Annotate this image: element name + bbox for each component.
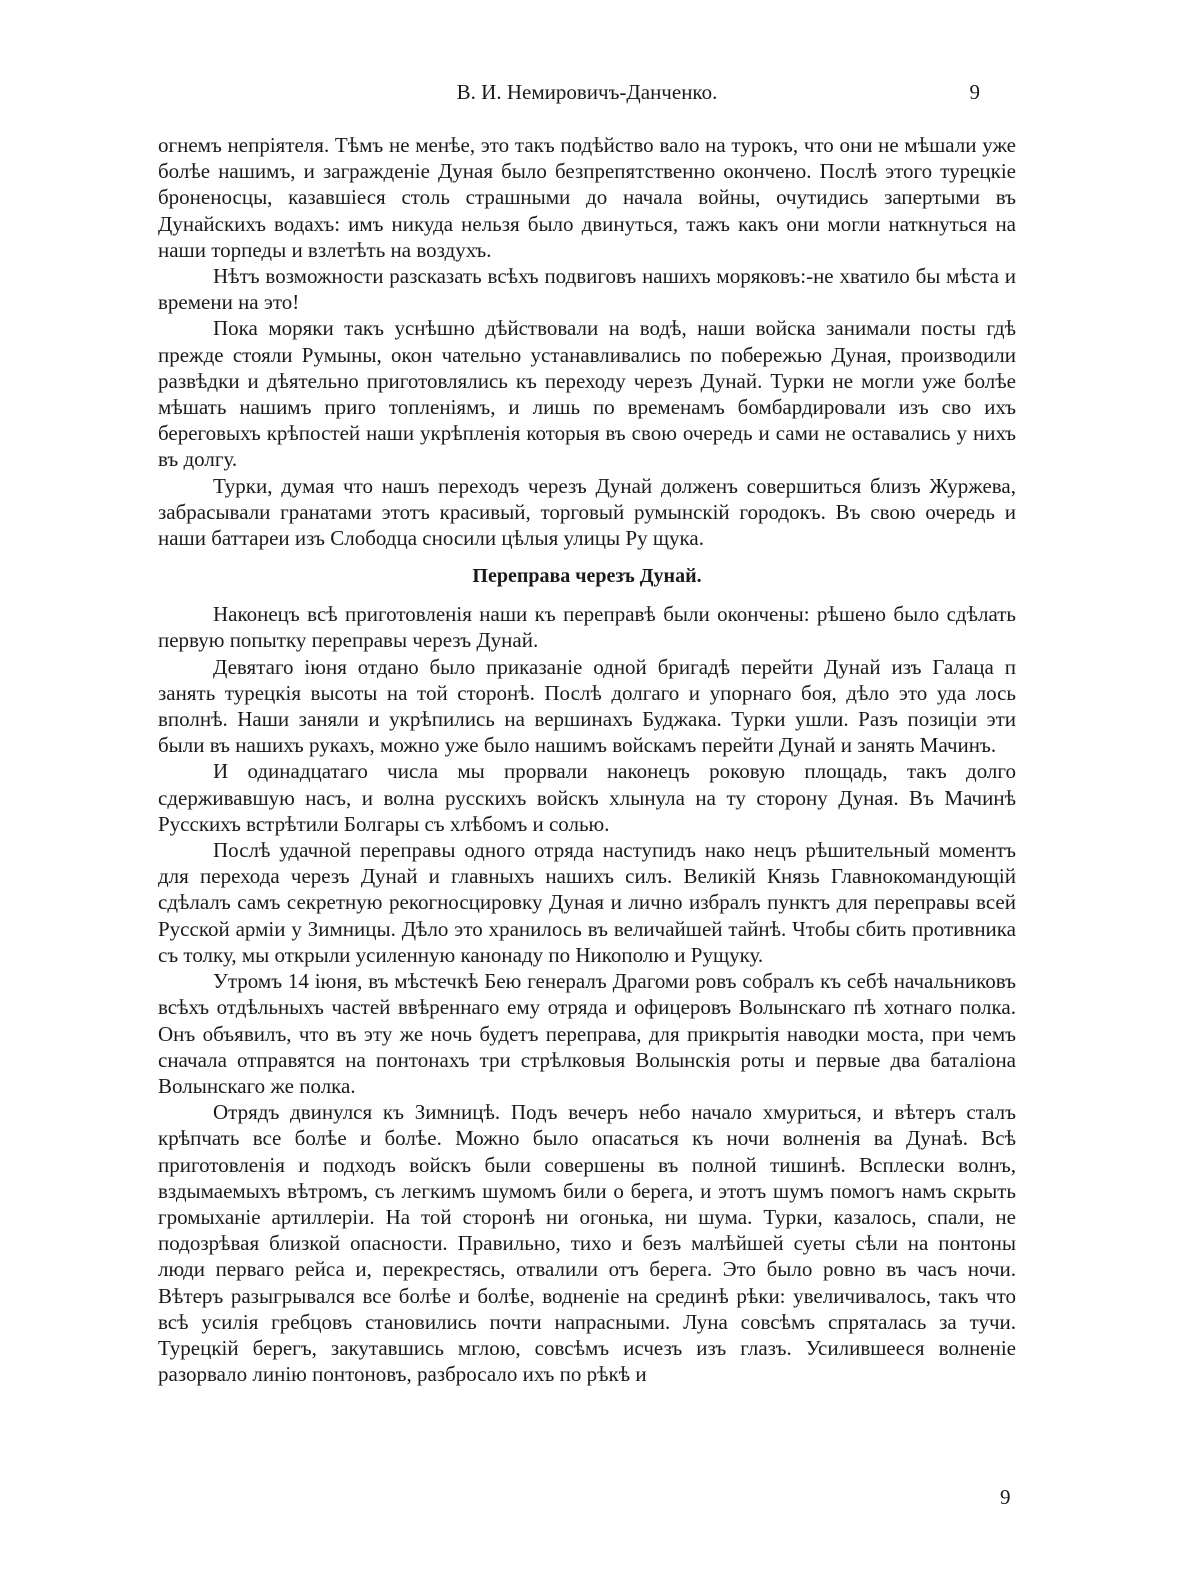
running-header	[158, 80, 1016, 110]
paragraph: Послѣ удачной переправы одного отряда наступидъ нако нецъ рѣшительный моментъ для перехода черезъ Дунай и главныхъ нашихъ силъ. Великій Князь Главнокомандующій сдѣлалъ самъ секретную рекогносцировку Дуная и лично избралъ пунктъ для переправы всей Русской арміи у Зимницы. Дѣло это хранилось въ величайшей тайнѣ. Чтобы сбить противника съ толку, мы открыли усиленную канонаду по Никополю и Рущуку.	[158, 838, 1016, 967]
paragraph: Турки, думая что нашъ переходъ черезъ Дунай долженъ совершиться близъ Журжева, забрасывали гранатами этотъ красивый, торговый румынскій городокъ. Въ свою очередь и наши баттареи изъ Слободца сносили цѣлыя улицы Ру щука.	[158, 473, 1016, 551]
body-text	[158, 132, 1016, 1387]
footer-page-number: 9	[1000, 1485, 1011, 1509]
section-heading: Переправа черезъ Дунай.	[472, 565, 702, 588]
paragraph: Пока моряки такъ уснѣшно дѣйствовали на водѣ, наши войска занимали посты гдѣ прежде стояли Румыны, окон чательно устанавливались по побережью Дуная, производили развѣдки и дѣятельно приготовлялись къ переходу черезъ Дунай. Турки не могли уже болѣе мѣшать нашимъ приго топленіямъ, и лишь по временамъ бомбардировали изъ сво ихъ береговыхъ крѣпостей наши укрѣпленія которыя въ свою очередь и сами не оставались у нихъ въ долгу.	[158, 316, 1016, 472]
paragraph: огнемъ непріятеля. Тѣмъ не менѣе, это такъ подѣйство вало на турокъ, что они не мѣшали уже болѣе нашимъ, и загражденіе Дуная было безпрепятственно окончено. Послѣ этого турецкіе броненосцы, казавшіеся столь страшными до начала войны, очутидись запертыми въ Дунайскихъ водахъ: имъ никуда нельзя было двинуться, тажъ какъ они могли наткнуться на наши торпеды и взлетѣть на воздухъ.	[158, 133, 1016, 262]
header-author: В. И. Немировичъ-Данченко.	[456, 80, 718, 104]
paragraph: Утромъ 14 іюня, въ мѣстечкѣ Бею генералъ Драгоми ровъ собралъ къ себѣ начальниковъ всѣхъ отдѣльныхъ частей ввѣреннаго ему отряда и офицеровъ Волынскаго пѣ хотнаго полка. Онъ объявилъ, что въ эту же ночь будетъ переправа, для прикрытія наводки моста, при чемъ сначала отправятся на понтонахъ три стрѣлковыя Волынскія роты и первые два баталіона Волынскаго же полка.	[158, 969, 1016, 1098]
header-page-number: 9	[969, 80, 980, 104]
paragraph: Отрядъ двинулся къ Зимницѣ. Подъ вечеръ небо начало хмуриться, и вѣтеръ сталъ крѣпчать все болѣе и болѣе. Можно было опасаться къ ночи волненія ва Дунаѣ. Всѣ приготовленія и подходъ войскъ были совершены въ полной тишинѣ. Всплески волнъ, вздымаемыхъ вѣтромъ, съ легкимъ шумомъ били о берега, и этотъ шумъ помогъ намъ скрыть громыханіе артиллеріи. На той сторонѣ ни огонька, ни шума. Турки, казалось, спали, не подозрѣвая близкой опасности. Правильно, тихо и безъ малѣйшей суеты сѣли на понтоны люди перваго рейса и, перекрестясь, отвалили отъ берега. Это было ровно въ часъ ночи. Вѣтеръ разыгрывался все болѣе и болѣе, водненіе на срединѣ рѣки: увеличивалось, такъ что всѣ усилія гребцовъ становились почти напрасными. Луна совсѣмъ спряталась за тучи. Турецкій берегъ, закутавшись мглою, совсѣмъ исчезъ изъ глазъ. Усилившееся волненіе разорвало линію понтоновъ, разбросало ихъ по рѣкѣ и	[158, 1100, 1016, 1387]
paragraph: И одинадцатаго числа мы прорвали наконецъ роковую площадь, такъ долго сдерживавшую насъ, и волна русскихъ войскъ хлынула на ту сторону Дуная. Въ Мачинѣ Русскихъ встрѣтили Болгары съ хлѣбомъ и солью.	[158, 759, 1016, 836]
paragraph: Девятаго іюня отдано было приказаніе одной бригадѣ перейти Дунай изъ Галаца п занять турецкія высоты на той сторонѣ. Послѣ долгаго и упорнаго боя, дѣло это уда лось вполнѣ. Наши заняли и укрѣпились на вершинахъ Буджака. Турки ушли. Разъ позиціи эти были въ нашихъ рукахъ, можно уже было нашимъ войскамъ перейти Дунай и занять Мачинъ.	[158, 654, 1016, 758]
paragraph: Наконецъ всѣ приготовленія наши къ переправѣ были окончены: рѣшено было сдѣлать первую попытку переправы черезъ Дунай.	[158, 602, 1016, 653]
paragraph: Нѣтъ возможности разсказать всѣхъ подвиговъ нашихъ моряковъ:-не хватило бы мѣста и времени на это!	[158, 264, 1016, 315]
